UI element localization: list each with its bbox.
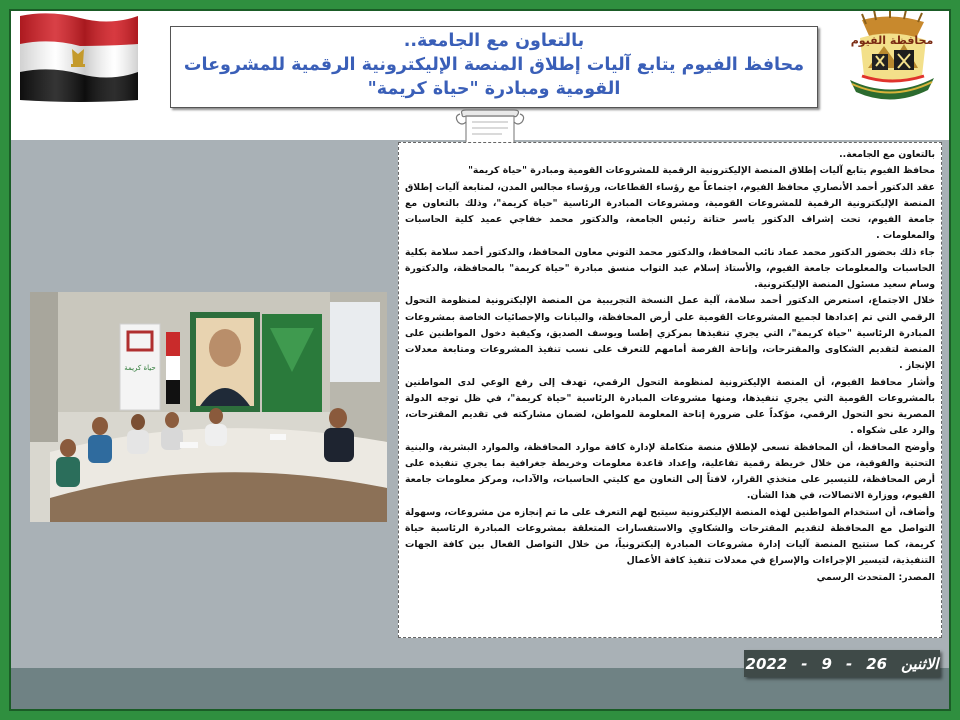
photo-banner-text: حياة كريمة [124,364,156,372]
article-paragraph: جاء ذلك بحضور الدكتور محمد عماد نائب المحافظ، والدكتور محمد التوني معاون المحافظ، والدكتور أحمد سلامة بكلية الحاسبات والمعلومات جامعة الفيوم، والأستاذ إسلام عبد التواب منسق مبادرة "حياة كريمة" بالمحافظة، والدكتورة وسام سعيد مسئول المنصة الإليكترونية. [405,246,935,290]
article-paragraph: وأوضح المحافظ، أن المحافظة تسعى لإطلاق منصة متكاملة لإدارة كافة موارد المحافظة، والموارد البشرية، والبنية التحتية والفوقية، من خلال خريطة رقمية تفاعلية، وإعداد قاعدة معلومات وخريطة جغرافية بما يجري تنفيذه على أرض المحافظة، للتيسير على متخذي القرار، لافتاً إلى التعاون مع كليتي الحاسبات، والآداب، ومركز معلومات جامعة الفيوم، ووزارة الاتصالات، في هذا الشأن. [405,441,935,502]
date-separator: - [801,654,808,673]
emblem-label: محافظة الفيوم [850,34,934,47]
article-paragraph: وأشار محافظ الفيوم، أن المنصة الإليكترونية لمنظومة التحول الرقمي، تهدف إلى رفع الوعي لدى المواطنين بالمشروعات القومية التي يجري تنفيذها، ومنها مشروعات المبادرة الرئاسية "حياة كريمة"، في ظل توجه الدولة المصرية نحو التحول الرقمي، مؤكداً على ضرورة إتاحة المعلومة للمواطن، لضمان مشاركته في تقديم المقترحات، والرد على شكواه . [405,376,935,437]
article-body [398,142,942,638]
headline-line-2: محافظ الفيوم يتابع آليات إطلاق المنصة الإليكترونية الرقمية للمشروعات [183,55,805,75]
article-source: المصدر: المتحدث الرسمي [816,571,935,583]
headline-line-1: بالتعاون مع الجامعة.. [403,31,585,51]
date-month: 9 [821,654,832,673]
article-paragraph: وأضاف، أن استخدام المواطنين لهذه المنصة الإليكترونية سيتيح لهم التعرف على ما تم إنجازه من مشروعات، وسهولة التواصل مع المحافظة لتقديم المقترحات والشكاوي والاستفسارات المتعلقة بمشروعات المبادرة الرئاسية حياة كريمة، كما ستتيح المنصة آليات إدارة مشروعات المبادرة إليكترونياً، من خلال التواصل الفعال بين كافة الجهات التنفيذية، لتيسير الإجراءات والإسراع في معدلات تنفيذ كافة الأعمال [405,506,935,567]
date-day-number: 26 [866,654,888,673]
date-separator: - [845,654,853,673]
headline-line-3: القومية ومبادرة "حياة كريمة" [367,79,621,99]
article-paragraph: بالتعاون مع الجامعة.. [839,149,935,160]
article-paragraph: خلال الاجتماع، استعرض الدكتور أحمد سلامة، آلية عمل النسخة التجريبية من المنصة الإليكترونية لمنظومة التحول الرقمي التي تم إعدادها لجميع المشروعات القومية على أرض المحافظة، والبيانات والإحصائيات الخاصة بمشروعات المبادرة الرئاسية "حياة كريمة"، التي يجري تنفيذها بمركزي إطسا ويوسف الصديق، وكيفية دخول المواطنين على المنصة لتقديم الشكاوى والمقترحات، وإتاحة الفرصة أمامهم للتعرف على نسب تنفيذ المشروعات ومتابعة معدلات الإنجاز . [405,295,935,372]
date-day-name: الاثنين [901,654,939,673]
article-paragraph: محافظ الفيوم يتابع آليات إطلاق المنصة الإليكترونية الرقمية للمشروعات القومية ومبادرة "حياة كريمة" [468,165,935,177]
meeting-photo [30,292,387,522]
egypt-flag-icon [18,10,140,104]
date-bar [744,650,940,677]
article-paragraph: عقد الدكتور أحمد الأنصاري محافظ الفيوم، اجتماعاً مع رؤساء القطاعات، ورؤساء مجالس المدن، لمتابعة آليات إطلاق المنصة الإليكترونية الرقمية للمشروعات القومية، ومشروعات المبادرة الرئاسية "حياة كريمة"، وذلك بالتعاون مع جامعة الفيوم، تحت إشراف الدكتور ياسر حتاتة رئيس الجامعة، والدكتور محمد خفاجي عميد كلية الحاسبات والمعلومات . [405,181,935,242]
fayoum-governorate-emblem-icon [832,10,952,110]
headline-box [170,26,818,108]
date-year: 2022 [745,654,788,673]
